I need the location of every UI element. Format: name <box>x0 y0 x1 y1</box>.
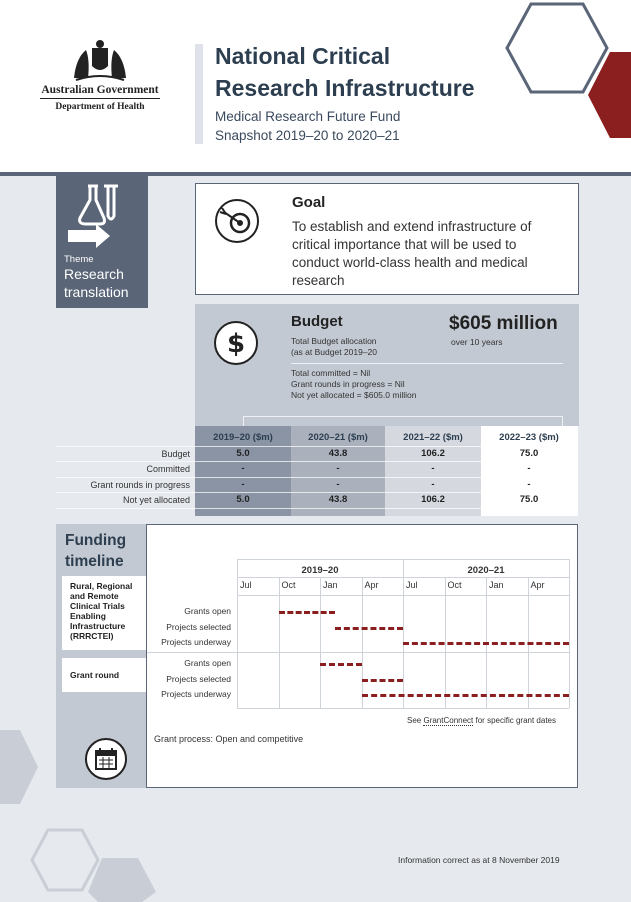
table-cell: - <box>241 479 245 490</box>
timeline-row-label: Grants open <box>184 606 231 616</box>
budget-header-2022-23: 2022–23 ($m) <box>499 432 559 443</box>
table-cell: 106.2 <box>421 448 445 459</box>
timeline-month-label: Apr <box>364 580 379 590</box>
theme-label: Theme <box>64 254 94 265</box>
timeline-group-divider <box>147 652 569 653</box>
flask-arrow-icon <box>66 182 122 248</box>
table-cell: - <box>241 463 245 474</box>
theme-panel <box>56 176 148 308</box>
table-cell: 75.0 <box>519 448 539 459</box>
table-cell: 5.0 <box>236 494 250 505</box>
title-accent-bar <box>195 44 203 144</box>
row-divider <box>56 477 578 478</box>
budget-header-2019-20: 2019–20 ($m) <box>213 432 273 443</box>
timeline-grid-line <box>403 559 404 708</box>
target-icon <box>214 198 260 244</box>
timeline-grid-line <box>237 559 238 708</box>
budget-allocation-note: Total Budget allocation (as at Budget 2019–20 <box>291 336 378 357</box>
coat-of-arms-icon <box>68 38 132 82</box>
timeline-grid-line <box>279 577 280 708</box>
information-date: Information correct as at 8 November 2019 <box>398 855 560 865</box>
government-name: Australian Government <box>40 84 160 99</box>
department-name: Department of Health <box>55 102 145 112</box>
grantconnect-link[interactable]: GrantConnect <box>423 716 474 725</box>
table-cell: 106.2 <box>421 494 445 505</box>
timeline-year-2020-21: 2020–21 <box>467 565 505 576</box>
timeline-bar <box>362 679 404 682</box>
timeline-row-label: Grants open <box>184 658 231 668</box>
table-cell: - <box>336 479 340 490</box>
budget-period: over 10 years <box>451 337 503 347</box>
timeline-bar <box>320 663 362 666</box>
table-cell: - <box>336 463 340 474</box>
timeline-grid-line <box>237 708 569 709</box>
timeline-grid-line <box>362 577 363 708</box>
timeline-bar <box>403 642 569 645</box>
government-crest <box>40 38 160 112</box>
hexagon-bottom-decoration <box>30 822 160 902</box>
timeline-grid-line <box>569 559 570 708</box>
budget-header-2021-22: 2021–22 ($m) <box>403 432 463 443</box>
grant-dates-note: See GrantConnect for specific grant dates <box>407 716 556 725</box>
page-subtitle: Medical Research Future Fund Snapshot 2019–20 to 2020–21 <box>215 109 401 143</box>
goal-text: To establish and extend infrastructure of critical importance that will be used to conduct world-class health and medical research <box>292 219 532 288</box>
calendar-icon <box>84 737 128 781</box>
timeline-row-label: Projects underway <box>161 637 231 647</box>
hexagon-red-decoration <box>588 52 631 138</box>
timeline-heading: Funding timeline <box>65 532 127 570</box>
unallocated-row-label: Not yet allocated <box>122 495 190 505</box>
header <box>0 0 631 172</box>
budget-divider <box>291 363 563 364</box>
timeline-bar <box>362 694 570 697</box>
table-cell: 43.8 <box>328 448 348 459</box>
timeline-row-label: Projects selected <box>166 622 231 632</box>
budget-header-2020-21: 2020–21 ($m) <box>308 432 368 443</box>
timeline-chart <box>146 524 578 788</box>
timeline-month-label: Apr <box>530 580 545 590</box>
table-cell: 75.0 <box>519 494 539 505</box>
timeline-month-label: Oct <box>281 580 296 590</box>
goal-panel <box>195 183 579 295</box>
arrow-decoration <box>0 730 38 804</box>
timeline-month-label: Oct <box>447 580 462 590</box>
table-cell: - <box>527 479 531 490</box>
timeline-month-label: Jul <box>240 580 252 590</box>
row-divider <box>56 508 578 509</box>
grant-process: Grant process: Open and competitive <box>154 734 304 744</box>
budget-stat-committed: Total committed = Nil <box>291 368 371 378</box>
budget-title: Budget <box>291 313 343 330</box>
timeline-bar <box>279 611 335 614</box>
timeline-grid-line <box>320 577 321 708</box>
goal-title: Goal <box>292 194 326 211</box>
timeline-row-label: Projects selected <box>166 674 231 684</box>
timeline-month-label: Jul <box>406 580 418 590</box>
svg-text:$: $ <box>226 329 246 359</box>
timeline-group-label-rrrctei: Rural, Regional and Remote Clinical Trials Enabling Infrastructure (RRRCTEI) <box>62 576 146 650</box>
timeline-bar <box>335 627 403 630</box>
table-cell: - <box>431 463 435 474</box>
table-cell: - <box>431 479 435 490</box>
table-cell: 5.0 <box>236 448 250 459</box>
in-progress-row-label: Grant rounds in progress <box>90 480 190 490</box>
budget-bracket <box>243 416 563 426</box>
row-divider <box>56 446 578 447</box>
timeline-month-label: Jan <box>489 580 504 590</box>
row-divider <box>56 461 578 462</box>
page-title: National Critical Research Infrastructure <box>215 43 475 101</box>
timeline-row-label: Projects underway <box>161 689 231 699</box>
timeline-year-2019-20: 2019–20 <box>301 565 339 576</box>
dollar-icon <box>213 320 259 366</box>
budget-stat-unallocated: Not yet allocated = $605.0 million <box>291 390 417 400</box>
timeline-group-label-grant-round: Grant round <box>62 658 146 692</box>
budget-panel <box>195 304 579 426</box>
theme-name: Research translation <box>64 266 129 300</box>
timeline-month-label: Jan <box>323 580 338 590</box>
table-cell: - <box>527 463 531 474</box>
row-divider <box>56 492 578 493</box>
budget-amount: $605 million <box>449 313 558 334</box>
budget-stat-in-progress: Grant rounds in progress = Nil <box>291 379 405 389</box>
committed-row-label: Committed <box>146 464 190 474</box>
table-cell: 43.8 <box>328 494 348 505</box>
budget-row-label: Budget <box>161 449 190 459</box>
